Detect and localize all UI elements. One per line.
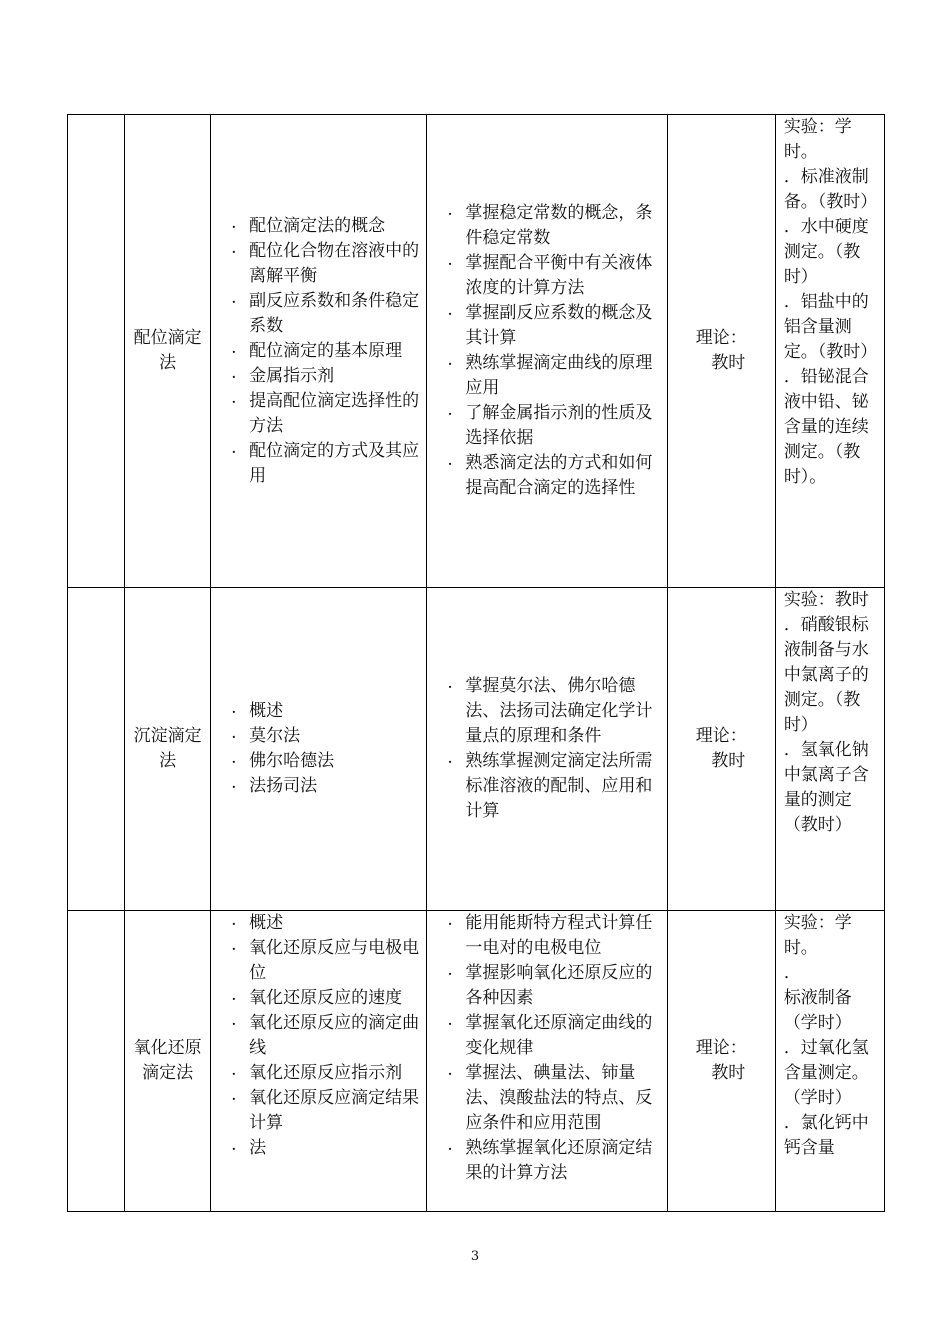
list-item: . 熟练掌握测定滴定法所需标准溶液的配制、应用和计算 [447, 749, 660, 824]
theory-value: 教时 [711, 751, 746, 771]
list-item: . 掌握莫尔法、佛尔哈德法、法扬司法确定化学计量点的原理和条件 [447, 674, 660, 749]
lab-line: ．过氧化氢含量测定。（学时） [783, 1038, 869, 1108]
list-item: . 掌握配合平衡中有关液体浓度的计算方法 [447, 251, 660, 301]
list-item: . 能用能斯特方程式计算任一电对的电极电位 [447, 911, 660, 961]
index-cell [68, 911, 125, 1212]
list-item: . 配位滴定的方式及其应用 [231, 439, 420, 489]
lab-cell [775, 911, 884, 1212]
content-cell [211, 588, 427, 911]
lab-line: 标液制备（学时） [783, 988, 852, 1033]
list-item: . 掌握氧化还原滴定曲线的变化规律 [447, 1011, 660, 1061]
list-item: . 掌握稳定常数的概念，条件稳定常数 [447, 201, 660, 251]
list-item: . 佛尔哈德法 [231, 749, 420, 774]
list-item: . 了解金属指示剂的性质及选择依据 [447, 401, 660, 451]
lab-line: ．水中硬度测定。（教时） [783, 217, 869, 287]
lab-line: 实验：学时。 [783, 913, 852, 958]
lab-line: ．硝酸银标液制备与水中氯离子的测定。（教时） [783, 615, 869, 735]
list-item: . 金属指示剂 [231, 364, 420, 389]
lab-line: ．铅铋混合液中铅、铋含量的连续测定。（教时）。 [783, 367, 869, 487]
theory-label: 理论： [695, 726, 747, 746]
lab-line: ．铝盐中的铝含量测定。（教时） [783, 292, 878, 362]
lab-line: ． [783, 963, 801, 983]
list-item: . 熟练掌握滴定曲线的原理应用 [447, 351, 660, 401]
table-row [68, 115, 885, 588]
list-item: . 氧化还原反应与电极电位 [231, 936, 420, 986]
theory-label: 理论： [695, 328, 747, 348]
theory-hours-cell [667, 588, 775, 911]
requirements-cell [427, 588, 667, 911]
theory-hours-cell [667, 115, 775, 588]
theory-value: 教时 [711, 353, 746, 373]
list-item: . 配位滴定的基本原理 [231, 339, 420, 364]
table-row [68, 588, 885, 911]
lab-line: 实验：学时。 [783, 117, 852, 162]
lab-line: ．氯化钙中钙含量 [783, 1113, 869, 1158]
content-cell [211, 115, 427, 588]
list-item: . 法 [231, 1136, 420, 1161]
list-item: . 氧化还原反应滴定结果计算 [231, 1086, 420, 1136]
list-item: . 概述 [231, 911, 420, 936]
index-cell [68, 115, 125, 588]
list-item: . 掌握影响氧化还原反应的各种因素 [447, 961, 660, 1011]
list-item: . 掌握副反应系数的概念及其计算 [447, 301, 660, 351]
list-item: . 莫尔法 [231, 724, 420, 749]
list-item: . 氧化还原反应的速度 [231, 986, 420, 1011]
list-item: . 概述 [231, 699, 420, 724]
list-item: . 副反应系数和条件稳定系数 [231, 289, 420, 339]
requirements-cell [427, 115, 667, 588]
chapter-cell: 氧化还原滴定法 [125, 911, 211, 1212]
list-item: . 提高配位滴定选择性的方法 [231, 389, 420, 439]
content-cell [211, 911, 427, 1212]
list-item: . 氧化还原反应指示剂 [231, 1061, 420, 1086]
theory-label: 理论： [695, 1038, 747, 1058]
lab-cell [775, 115, 884, 588]
list-item: . 熟悉滴定法的方式和如何提高配合滴定的选择性 [447, 451, 660, 501]
lab-line: ．标准液制备。（教时） [783, 167, 878, 212]
theory-hours-cell [667, 911, 775, 1212]
lab-line: 实验：教时 [783, 590, 869, 610]
lab-line: ．氢氧化钠中氯离子含量的测定（教时） [783, 740, 869, 835]
page-number: 3 [470, 1249, 480, 1264]
chapter-cell: 配位滴定法 [125, 115, 211, 588]
requirements-cell [427, 911, 667, 1212]
list-item: . 熟练掌握氧化还原滴定结果的计算方法 [447, 1136, 660, 1186]
lab-cell [775, 588, 884, 911]
theory-value: 教时 [711, 1063, 746, 1083]
list-item: . 氧化还原反应的滴定曲线 [231, 1011, 420, 1061]
list-item: . 法扬司法 [231, 774, 420, 799]
list-item: . 掌握法、碘量法、铈量法、溴酸盐法的特点、反应条件和应用范围 [447, 1061, 660, 1136]
index-cell [68, 588, 125, 911]
list-item: . 配位滴定法的概念 [231, 214, 420, 239]
syllabus-table [67, 114, 885, 1212]
table-row [68, 911, 885, 1212]
list-item: . 配位化合物在溶液中的离解平衡 [231, 239, 420, 289]
chapter-cell: 沉淀滴定法 [125, 588, 211, 911]
